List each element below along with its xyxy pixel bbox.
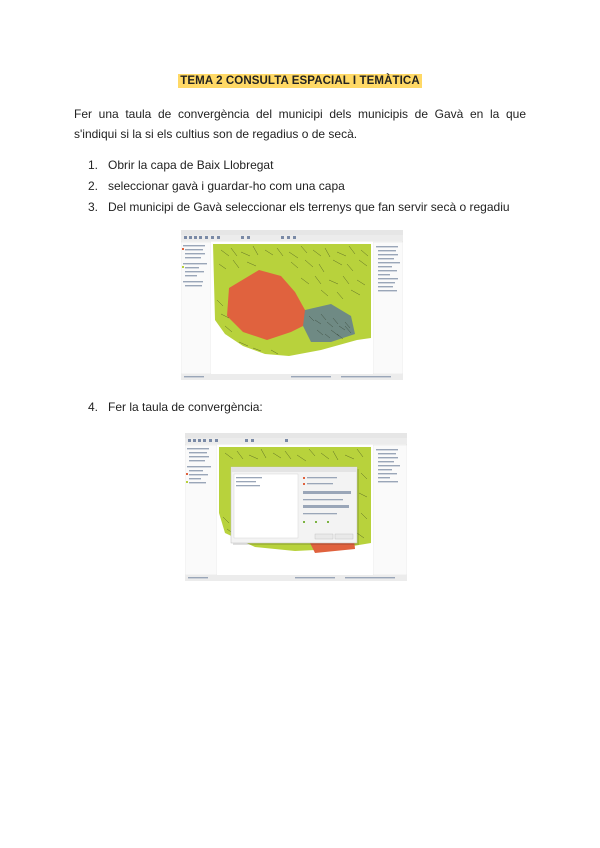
step-text: Del municipi de Gavà seleccionar els terrenys que fan servir secà o regadiu	[108, 200, 510, 214]
step-text: Obrir la capa de Baix Llobregat	[108, 158, 274, 172]
step-number: 3.	[88, 200, 99, 214]
step-text: seleccionar gavà i guardar-ho com una capa	[108, 179, 345, 193]
steps-list	[88, 155, 510, 218]
step-number: 4.	[88, 400, 99, 414]
title-text: TEMA 2 CONSULTA ESPACIAL I TEMÀTICA	[180, 75, 420, 87]
intro-paragraph: Fer una taula de convergència del municipi dels municipis de Gavà en la que s'indiqui si la si els cultius son de regadius o de secà.	[74, 107, 526, 141]
list-item	[88, 397, 263, 417]
qgis-screenshot-map	[181, 230, 403, 380]
step-text: Fer la taula de convergència:	[108, 400, 263, 414]
document-title	[0, 71, 600, 89]
step-number: 1.	[88, 158, 99, 172]
list-item	[88, 155, 510, 176]
qgis-screenshot-dialog	[185, 433, 407, 581]
step-number: 2.	[88, 179, 99, 193]
list-item	[88, 176, 510, 197]
list-item	[88, 197, 510, 218]
